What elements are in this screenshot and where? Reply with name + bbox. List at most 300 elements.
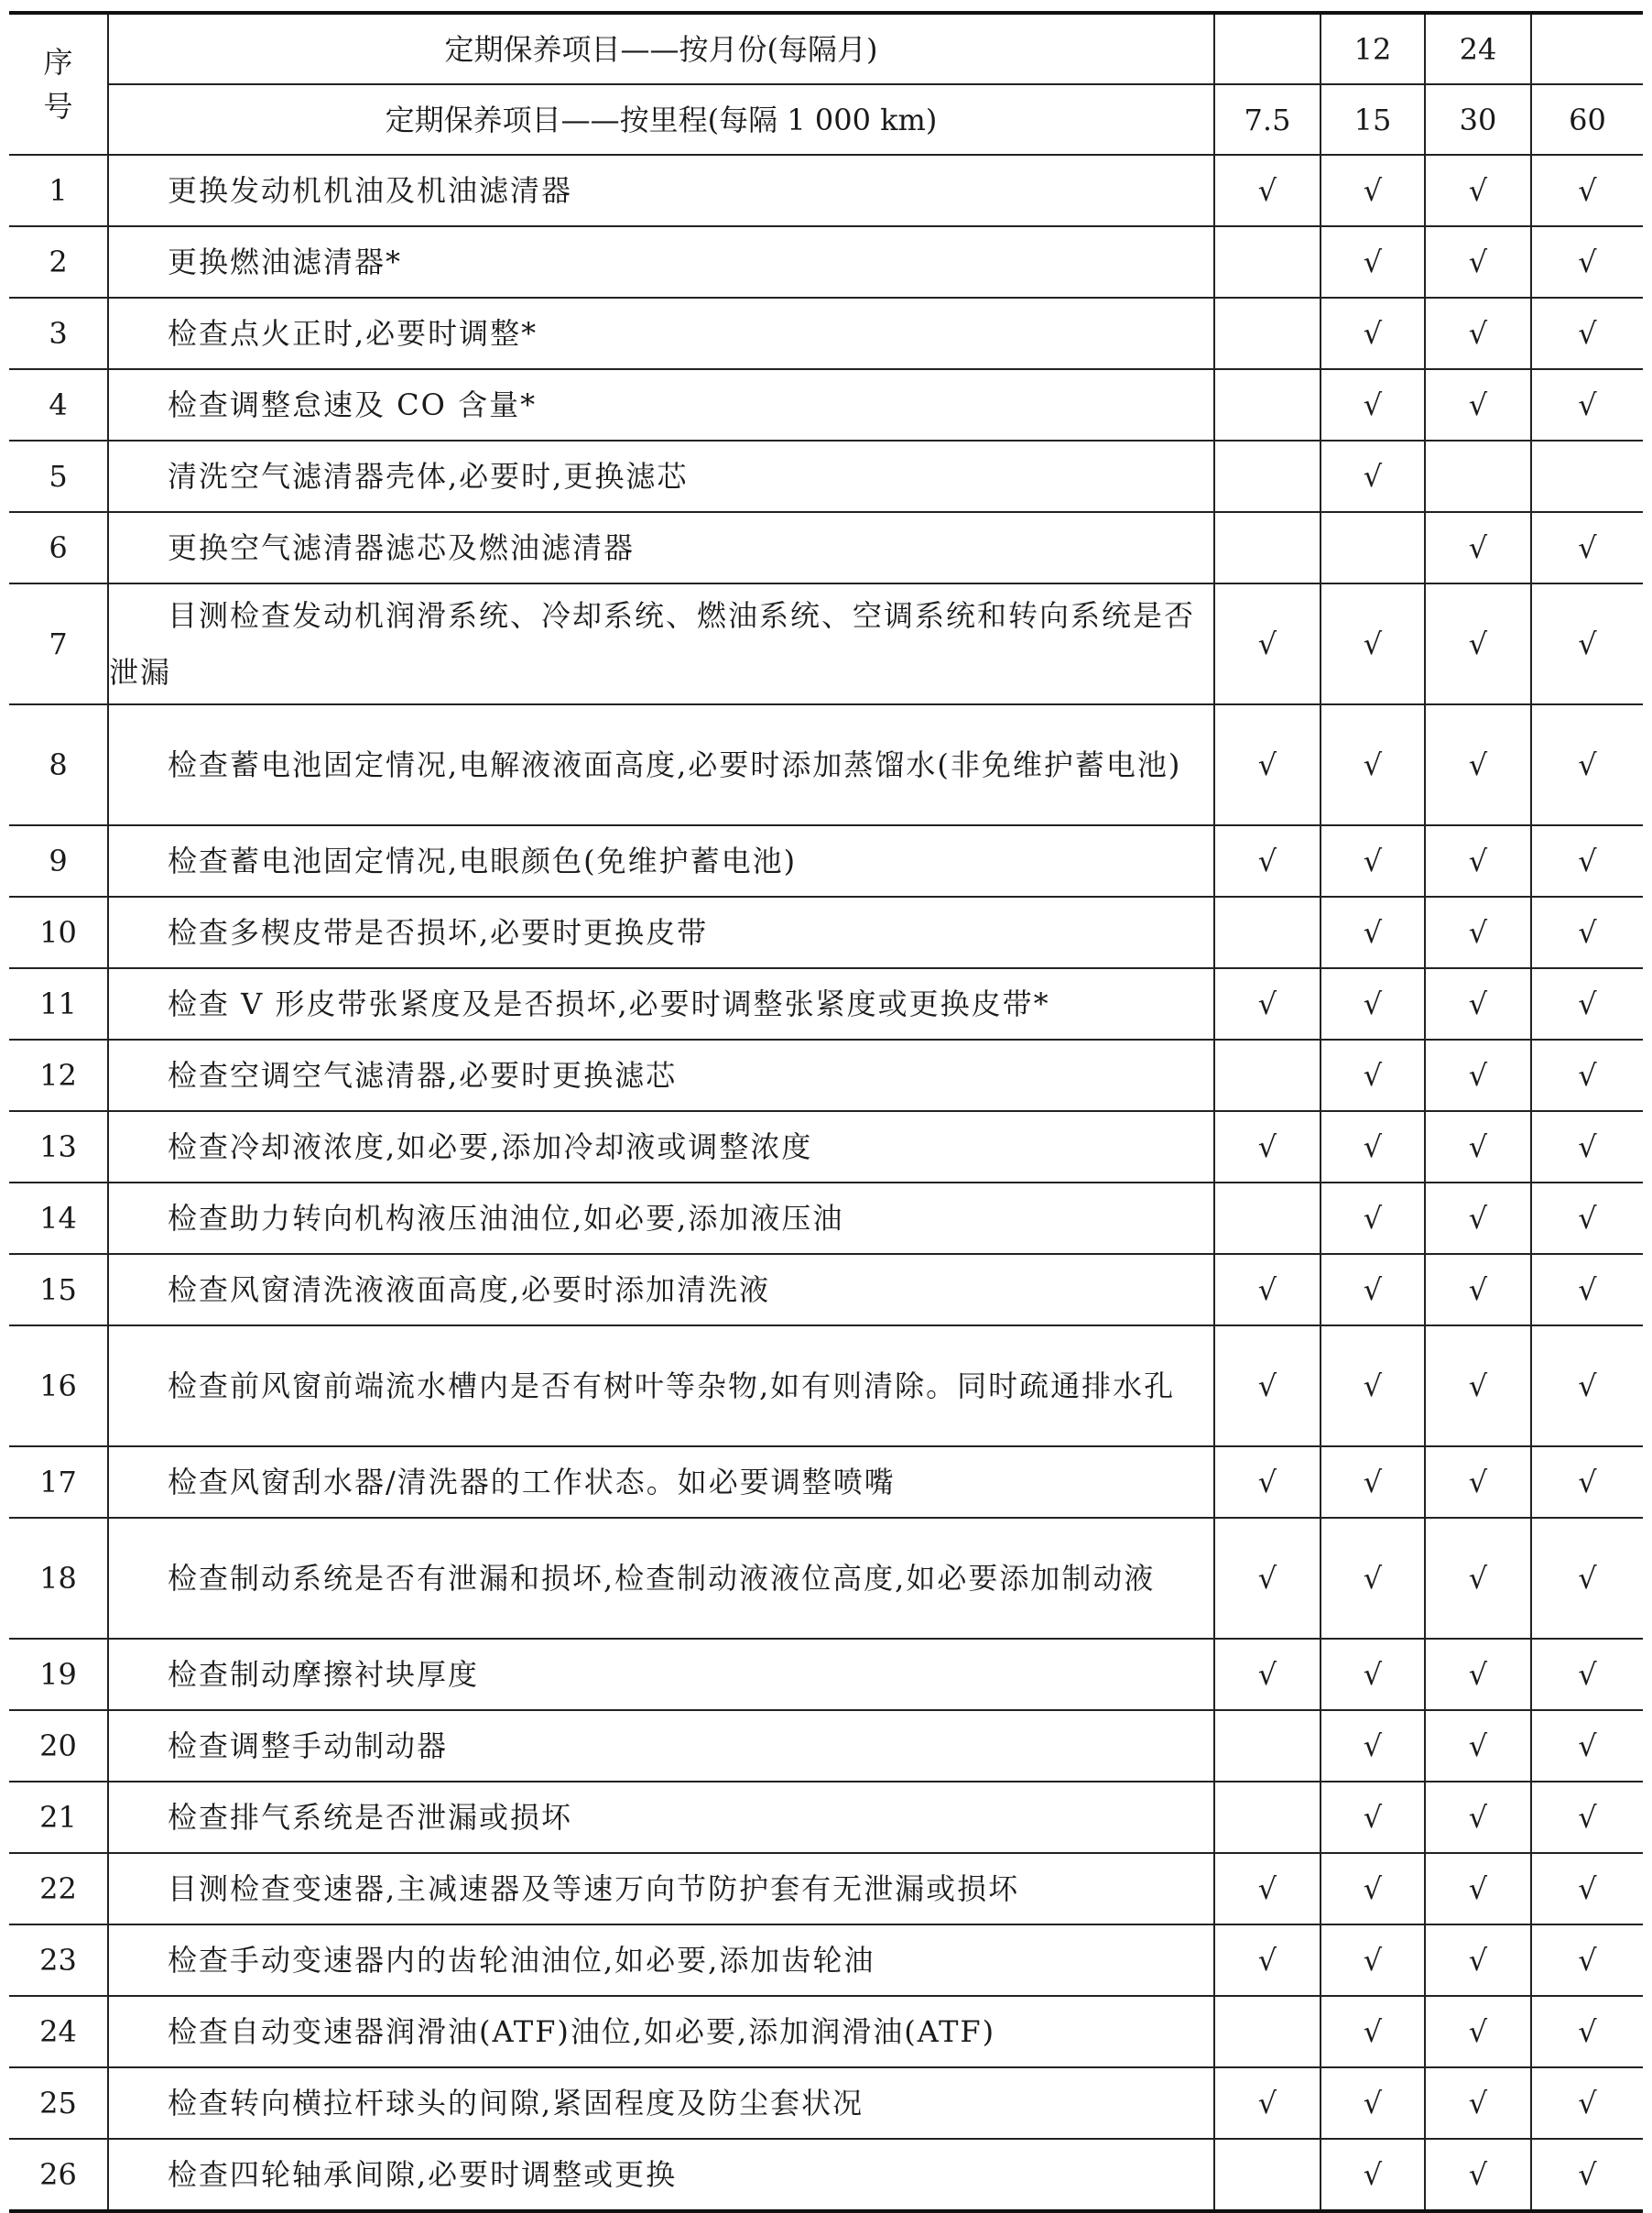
row-number: 22 [9, 1853, 108, 1924]
interval-check-cell [1425, 1040, 1531, 1111]
maintenance-item-cell [108, 369, 1214, 441]
maintenance-item-cell [108, 583, 1214, 704]
maintenance-item-text: 检查制动摩擦衬块厚度 [168, 1657, 480, 1692]
interval-check-cell [1531, 1924, 1643, 1996]
check-mark-icon: √ [1468, 1368, 1488, 1403]
maintenance-item-cell [108, 1710, 1214, 1782]
interval-check-cell [1321, 369, 1425, 441]
maintenance-item-cell [108, 825, 1214, 897]
check-mark-icon: √ [1363, 1201, 1383, 1236]
interval-check-cell [1531, 1996, 1643, 2067]
check-mark-icon: √ [1468, 1058, 1488, 1093]
interval-check-cell [1425, 1710, 1531, 1782]
interval-check-cell [1214, 2139, 1321, 2211]
table-row [9, 1639, 1643, 1710]
maintenance-item-text: 检查蓄电池固定情况,电解液液面高度,必要时添加蒸馏水(非免维护蓄电池) [168, 747, 1182, 782]
interval-check-cell [1214, 441, 1321, 512]
check-mark-icon: √ [1468, 1201, 1488, 1236]
maintenance-item-cell [108, 1853, 1214, 1924]
interval-check-cell [1214, 1040, 1321, 1111]
table-row [9, 1853, 1643, 1924]
table-row [9, 1183, 1643, 1254]
check-mark-icon: √ [1363, 1871, 1383, 1906]
maintenance-item-text: 目测检查发动机润滑系统、冷却系统、燃油系统、空调系统和转向系统是否泄漏 [109, 598, 1196, 690]
interval-check-cell [1425, 825, 1531, 897]
interval-check-cell [1531, 441, 1643, 512]
table-row [9, 583, 1643, 704]
maintenance-item-cell [108, 298, 1214, 369]
row-number: 13 [9, 1111, 108, 1183]
check-mark-icon: √ [1363, 1129, 1383, 1164]
interval-check-cell [1321, 226, 1425, 298]
check-mark-icon: √ [1468, 747, 1488, 782]
interval-check-cell [1425, 298, 1531, 369]
row-number: 9 [9, 825, 108, 897]
interval-check-cell [1214, 704, 1321, 825]
mileage-value: 30 [1425, 84, 1531, 155]
interval-check-cell [1321, 1325, 1425, 1446]
interval-check-cell [1321, 1924, 1425, 1996]
interval-check-cell [1531, 512, 1643, 583]
interval-check-cell [1214, 1518, 1321, 1639]
check-mark-icon: √ [1468, 1871, 1488, 1906]
maintenance-item-text: 检查 V 形皮带张紧度及是否损坏,必要时调整张紧度或更换皮带* [168, 987, 1050, 1021]
interval-check-cell [1321, 298, 1425, 369]
table-row [9, 704, 1643, 825]
maintenance-item-text: 检查前风窗前端流水槽内是否有树叶等杂物,如有则清除。同时疏通排水孔 [168, 1368, 1176, 1403]
check-mark-icon: √ [1468, 1800, 1488, 1835]
table-row [9, 155, 1643, 226]
check-mark-icon: √ [1363, 316, 1383, 351]
check-mark-icon: √ [1468, 1943, 1488, 1978]
check-mark-icon: √ [1468, 915, 1488, 950]
table-row [9, 1446, 1643, 1518]
interval-check-cell [1321, 897, 1425, 968]
maintenance-item-text: 检查冷却液浓度,如必要,添加冷却液或调整浓度 [168, 1129, 813, 1164]
interval-check-cell [1425, 441, 1531, 512]
interval-check-cell [1531, 1782, 1643, 1853]
interval-check-cell [1425, 1446, 1531, 1518]
maintenance-item-cell [108, 704, 1214, 825]
interval-check-cell [1425, 2067, 1531, 2139]
table-body [9, 13, 1643, 2211]
maintenance-schedule-page [9, 11, 1643, 2213]
check-mark-icon: √ [1363, 915, 1383, 950]
row-number: 6 [9, 512, 108, 583]
table-row [9, 825, 1643, 897]
interval-check-cell [1214, 1710, 1321, 1782]
month-row-label: 定期保养项目——按月份(每隔月) [108, 13, 1214, 84]
interval-check-cell [1425, 968, 1531, 1040]
interval-check-cell [1425, 1254, 1531, 1325]
row-number: 18 [9, 1518, 108, 1639]
table-row [9, 369, 1643, 441]
interval-check-cell [1214, 155, 1321, 226]
maintenance-item-text: 检查风窗清洗液液面高度,必要时添加清洗液 [168, 1272, 771, 1307]
check-mark-icon: √ [1257, 1871, 1277, 1906]
row-number: 15 [9, 1254, 108, 1325]
maintenance-item-text: 检查调整怠速及 CO 含量* [168, 387, 538, 422]
check-mark-icon: √ [1257, 627, 1277, 661]
interval-check-cell [1214, 1853, 1321, 1924]
row-number: 23 [9, 1924, 108, 1996]
check-mark-icon: √ [1363, 2157, 1383, 2192]
row-number: 25 [9, 2067, 108, 2139]
interval-check-cell [1321, 512, 1425, 583]
check-mark-icon: √ [1468, 1129, 1488, 1164]
row-number: 11 [9, 968, 108, 1040]
mileage-value: 7.5 [1214, 84, 1321, 155]
interval-check-cell [1214, 1639, 1321, 1710]
interval-check-cell [1531, 226, 1643, 298]
check-mark-icon: √ [1578, 1657, 1597, 1692]
table-row [9, 897, 1643, 968]
check-mark-icon: √ [1257, 987, 1277, 1021]
check-mark-icon: √ [1363, 747, 1383, 782]
row-number: 3 [9, 298, 108, 369]
check-mark-icon: √ [1578, 627, 1597, 661]
maintenance-schedule-table [9, 11, 1643, 2213]
interval-check-cell [1425, 369, 1531, 441]
maintenance-item-cell [108, 1446, 1214, 1518]
check-mark-icon: √ [1578, 173, 1597, 208]
maintenance-item-text: 更换空气滤清器滤芯及燃油滤清器 [168, 530, 636, 565]
mileage-value: 15 [1321, 84, 1425, 155]
check-mark-icon: √ [1468, 2157, 1488, 2192]
mileage-value: 60 [1531, 84, 1643, 155]
interval-check-cell [1321, 968, 1425, 1040]
interval-check-cell [1214, 968, 1321, 1040]
interval-check-cell [1321, 1254, 1425, 1325]
row-number: 16 [9, 1325, 108, 1446]
interval-check-cell [1214, 1325, 1321, 1446]
interval-check-cell [1321, 441, 1425, 512]
interval-check-cell [1321, 1853, 1425, 1924]
interval-check-cell [1214, 1996, 1321, 2067]
interval-check-cell [1531, 1183, 1643, 1254]
maintenance-item-text: 检查点火正时,必要时调整* [168, 316, 538, 351]
maintenance-item-text: 检查蓄电池固定情况,电眼颜色(免维护蓄电池) [168, 844, 798, 878]
row-number: 4 [9, 369, 108, 441]
interval-check-cell [1425, 1325, 1531, 1446]
check-mark-icon: √ [1363, 1272, 1383, 1307]
check-mark-icon: √ [1578, 987, 1597, 1021]
row-number: 26 [9, 2139, 108, 2211]
interval-check-cell [1425, 1924, 1531, 1996]
check-mark-icon: √ [1578, 1058, 1597, 1093]
check-mark-icon: √ [1257, 1657, 1277, 1692]
interval-check-cell [1214, 1254, 1321, 1325]
maintenance-item-cell [108, 1183, 1214, 1254]
interval-check-cell [1214, 1924, 1321, 1996]
check-mark-icon: √ [1363, 844, 1383, 878]
row-number: 21 [9, 1782, 108, 1853]
interval-check-cell [1214, 1446, 1321, 1518]
interval-check-cell [1425, 155, 1531, 226]
check-mark-icon: √ [1468, 173, 1488, 208]
maintenance-item-cell [108, 441, 1214, 512]
seq-header-label: 序 号 [43, 45, 73, 124]
row-number: 5 [9, 441, 108, 512]
maintenance-item-cell [108, 1924, 1214, 1996]
interval-check-cell [1321, 1996, 1425, 2067]
check-mark-icon: √ [1363, 1657, 1383, 1692]
check-mark-icon: √ [1578, 2014, 1597, 2049]
row-number: 1 [9, 155, 108, 226]
row-number: 2 [9, 226, 108, 298]
maintenance-item-text: 检查转向横拉杆球头的间隙,紧固程度及防尘套状况 [168, 2086, 864, 2120]
check-mark-icon: √ [1578, 1561, 1597, 1596]
check-mark-icon: √ [1468, 987, 1488, 1021]
check-mark-icon: √ [1468, 1561, 1488, 1596]
check-mark-icon: √ [1578, 530, 1597, 565]
maintenance-item-cell [108, 1639, 1214, 1710]
interval-check-cell [1425, 1996, 1531, 2067]
check-mark-icon: √ [1257, 1943, 1277, 1978]
row-number: 17 [9, 1446, 108, 1518]
interval-check-cell [1214, 897, 1321, 968]
check-mark-icon: √ [1257, 1272, 1277, 1307]
interval-check-cell [1425, 1518, 1531, 1639]
check-mark-icon: √ [1257, 1465, 1277, 1499]
row-number: 7 [9, 583, 108, 704]
check-mark-icon: √ [1578, 1129, 1597, 1164]
check-mark-icon: √ [1363, 1728, 1383, 1763]
month-value: 12 [1321, 13, 1425, 84]
table-row [9, 1254, 1643, 1325]
seq-header [9, 13, 108, 155]
check-mark-icon: √ [1363, 1465, 1383, 1499]
row-number: 20 [9, 1710, 108, 1782]
maintenance-item-cell [108, 1040, 1214, 1111]
check-mark-icon: √ [1578, 747, 1597, 782]
interval-check-cell [1425, 1183, 1531, 1254]
maintenance-item-cell [108, 2139, 1214, 2211]
interval-check-cell [1214, 226, 1321, 298]
interval-check-cell [1321, 2067, 1425, 2139]
interval-check-cell [1321, 1446, 1425, 1518]
interval-check-cell [1425, 1853, 1531, 1924]
check-mark-icon: √ [1578, 1871, 1597, 1906]
interval-check-cell [1531, 298, 1643, 369]
interval-check-cell [1321, 1518, 1425, 1639]
month-value [1214, 13, 1321, 84]
maintenance-item-text: 检查制动系统是否有泄漏和损坏,检查制动液液位高度,如必要添加制动液 [168, 1561, 1156, 1596]
check-mark-icon: √ [1578, 387, 1597, 422]
check-mark-icon: √ [1578, 316, 1597, 351]
check-mark-icon: √ [1363, 173, 1383, 208]
check-mark-icon: √ [1578, 1272, 1597, 1307]
interval-check-cell [1321, 1111, 1425, 1183]
interval-check-cell [1214, 512, 1321, 583]
maintenance-item-text: 检查排气系统是否泄漏或损坏 [168, 1800, 573, 1835]
check-mark-icon: √ [1257, 1368, 1277, 1403]
interval-check-cell [1531, 1639, 1643, 1710]
table-row [9, 512, 1643, 583]
check-mark-icon: √ [1578, 1368, 1597, 1403]
check-mark-icon: √ [1257, 1561, 1277, 1596]
maintenance-item-cell [108, 968, 1214, 1040]
interval-check-cell [1214, 2067, 1321, 2139]
interval-check-cell [1425, 583, 1531, 704]
maintenance-item-text: 目测检查变速器,主减速器及等速万向节防护套有无泄漏或损坏 [168, 1871, 1020, 1906]
interval-check-cell [1531, 2067, 1643, 2139]
maintenance-item-cell [108, 1325, 1214, 1446]
maintenance-item-text: 检查多楔皮带是否损坏,必要时更换皮带 [168, 915, 709, 950]
check-mark-icon: √ [1468, 1272, 1488, 1307]
check-mark-icon: √ [1578, 1800, 1597, 1835]
check-mark-icon: √ [1468, 2086, 1488, 2120]
table-row [9, 2067, 1643, 2139]
check-mark-icon: √ [1468, 844, 1488, 878]
interval-check-cell [1531, 1040, 1643, 1111]
interval-check-cell [1321, 825, 1425, 897]
maintenance-item-cell [108, 1254, 1214, 1325]
interval-check-cell [1214, 1183, 1321, 1254]
maintenance-item-text: 检查调整手动制动器 [168, 1728, 449, 1763]
interval-check-cell [1531, 1710, 1643, 1782]
check-mark-icon: √ [1257, 1129, 1277, 1164]
interval-check-cell [1425, 897, 1531, 968]
interval-check-cell [1531, 2139, 1643, 2211]
interval-check-cell [1214, 369, 1321, 441]
table-row [9, 441, 1643, 512]
check-mark-icon: √ [1257, 844, 1277, 878]
header-row-month [9, 13, 1643, 84]
check-mark-icon: √ [1468, 627, 1488, 661]
interval-check-cell [1531, 1518, 1643, 1639]
row-number: 12 [9, 1040, 108, 1111]
table-row [9, 1325, 1643, 1446]
header-row-mileage [9, 84, 1643, 155]
check-mark-icon: √ [1468, 316, 1488, 351]
check-mark-icon: √ [1363, 627, 1383, 661]
check-mark-icon: √ [1468, 1465, 1488, 1499]
maintenance-item-text: 检查空调空气滤清器,必要时更换滤芯 [168, 1058, 678, 1093]
month-value: 24 [1425, 13, 1531, 84]
interval-check-cell [1531, 1853, 1643, 1924]
maintenance-item-text: 检查四轮轴承间隙,必要时调整或更换 [168, 2157, 678, 2192]
interval-check-cell [1321, 1183, 1425, 1254]
maintenance-item-cell [108, 1996, 1214, 2067]
check-mark-icon: √ [1468, 387, 1488, 422]
table-row [9, 1996, 1643, 2067]
interval-check-cell [1321, 583, 1425, 704]
maintenance-item-text: 检查助力转向机构液压油油位,如必要,添加液压油 [168, 1201, 844, 1236]
interval-check-cell [1531, 1111, 1643, 1183]
check-mark-icon: √ [1578, 2086, 1597, 2120]
maintenance-item-text: 检查自动变速器润滑油(ATF)油位,如必要,添加润滑油(ATF) [168, 2014, 996, 2049]
interval-check-cell [1214, 583, 1321, 704]
check-mark-icon: √ [1578, 1728, 1597, 1763]
month-value [1531, 13, 1643, 84]
check-mark-icon: √ [1363, 987, 1383, 1021]
interval-check-cell [1321, 1710, 1425, 1782]
check-mark-icon: √ [1468, 245, 1488, 279]
interval-check-cell [1425, 1782, 1531, 1853]
table-row [9, 1710, 1643, 1782]
check-mark-icon: √ [1468, 1728, 1488, 1763]
interval-check-cell [1531, 369, 1643, 441]
interval-check-cell [1531, 583, 1643, 704]
check-mark-icon: √ [1578, 1201, 1597, 1236]
interval-check-cell [1531, 1446, 1643, 1518]
check-mark-icon: √ [1363, 2086, 1383, 2120]
check-mark-icon: √ [1363, 1943, 1383, 1978]
maintenance-item-text: 更换发动机机油及机油滤清器 [168, 173, 573, 208]
table-row [9, 226, 1643, 298]
interval-check-cell [1321, 704, 1425, 825]
check-mark-icon: √ [1363, 459, 1383, 494]
maintenance-item-cell [108, 897, 1214, 968]
check-mark-icon: √ [1578, 2157, 1597, 2192]
interval-check-cell [1425, 2139, 1531, 2211]
check-mark-icon: √ [1578, 915, 1597, 950]
maintenance-item-text: 清洗空气滤清器壳体,必要时,更换滤芯 [168, 459, 689, 494]
interval-check-cell [1425, 512, 1531, 583]
maintenance-item-cell [108, 2067, 1214, 2139]
interval-check-cell [1321, 2139, 1425, 2211]
check-mark-icon: √ [1363, 245, 1383, 279]
check-mark-icon: √ [1468, 530, 1488, 565]
interval-check-cell [1321, 1040, 1425, 1111]
row-number: 14 [9, 1183, 108, 1254]
row-number: 8 [9, 704, 108, 825]
interval-check-cell [1425, 1111, 1531, 1183]
table-row [9, 2139, 1643, 2211]
interval-check-cell [1531, 704, 1643, 825]
maintenance-item-text: 检查手动变速器内的齿轮油油位,如必要,添加齿轮油 [168, 1943, 875, 1978]
interval-check-cell [1425, 704, 1531, 825]
interval-check-cell [1531, 825, 1643, 897]
interval-check-cell [1531, 1325, 1643, 1446]
check-mark-icon: √ [1578, 844, 1597, 878]
interval-check-cell [1425, 1639, 1531, 1710]
check-mark-icon: √ [1468, 1657, 1488, 1692]
table-row [9, 1040, 1643, 1111]
interval-check-cell [1214, 1782, 1321, 1853]
maintenance-item-cell [108, 512, 1214, 583]
interval-check-cell [1425, 226, 1531, 298]
check-mark-icon: √ [1363, 1368, 1383, 1403]
table-row [9, 1111, 1643, 1183]
maintenance-item-cell [108, 226, 1214, 298]
maintenance-item-text: 更换燃油滤清器* [168, 245, 403, 279]
interval-check-cell [1214, 1111, 1321, 1183]
check-mark-icon: √ [1363, 2014, 1383, 2049]
table-row [9, 298, 1643, 369]
maintenance-item-cell [108, 1782, 1214, 1853]
table-row [9, 1518, 1643, 1639]
check-mark-icon: √ [1578, 1943, 1597, 1978]
interval-check-cell [1321, 1782, 1425, 1853]
check-mark-icon: √ [1363, 1561, 1383, 1596]
interval-check-cell [1214, 825, 1321, 897]
check-mark-icon: √ [1578, 245, 1597, 279]
check-mark-icon: √ [1363, 1800, 1383, 1835]
interval-check-cell [1531, 897, 1643, 968]
check-mark-icon: √ [1257, 173, 1277, 208]
table-row [9, 1782, 1643, 1853]
table-row [9, 1924, 1643, 1996]
check-mark-icon: √ [1363, 387, 1383, 422]
maintenance-item-cell [108, 1518, 1214, 1639]
interval-check-cell [1531, 155, 1643, 226]
interval-check-cell [1321, 155, 1425, 226]
interval-check-cell [1321, 1639, 1425, 1710]
maintenance-item-text: 检查风窗刮水器/清洗器的工作状态。如必要调整喷嘴 [168, 1465, 896, 1499]
mileage-row-label: 定期保养项目——按里程(每隔 1 000 km) [108, 84, 1214, 155]
